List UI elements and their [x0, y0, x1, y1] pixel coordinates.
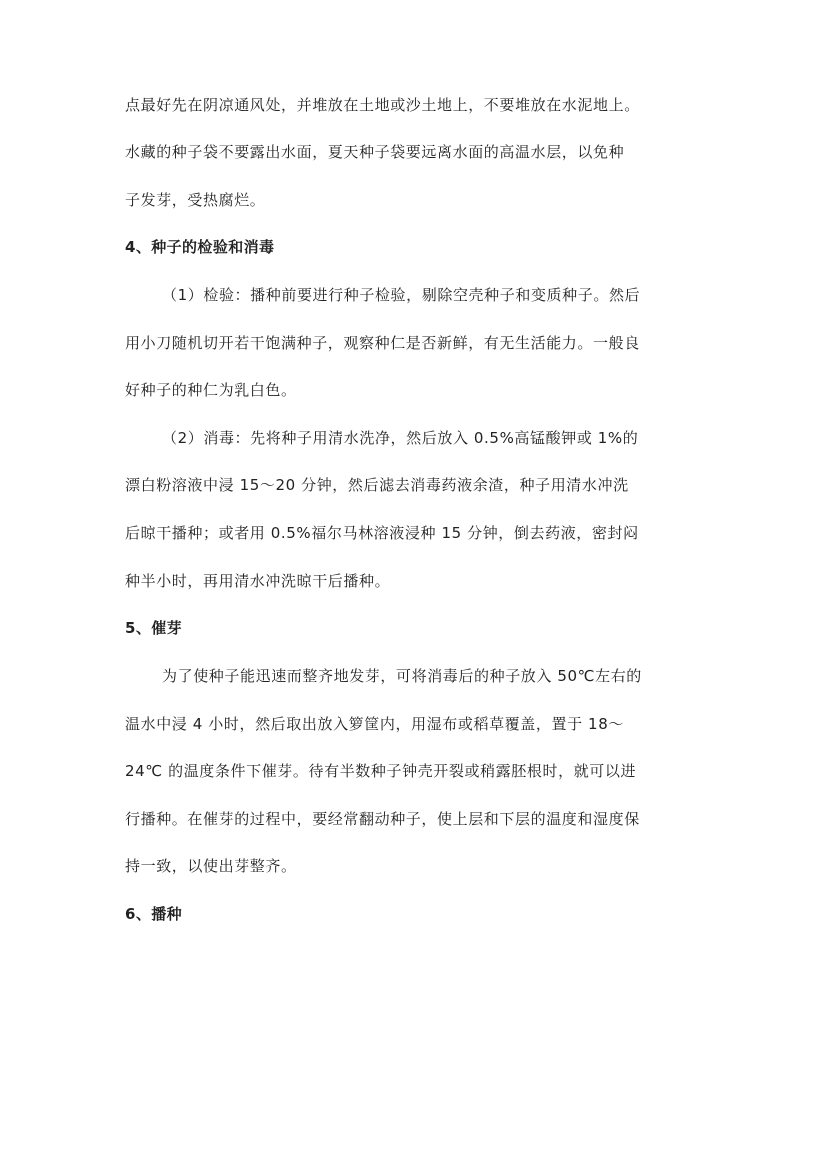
paragraph-line: 行播种。在催芽的过程中，要经常翻动种子，使上层和下层的温度和湿度保: [125, 810, 640, 828]
paragraph-line: 种半小时，再用清水冲洗晾干后播种。: [125, 572, 391, 590]
paragraph-line: 漂白粉溶液中浸 15～20 分钟，然后滤去消毒药液余渣，种子用清水冲洗: [125, 476, 629, 494]
section-heading-6: 6、播种: [125, 905, 183, 923]
paragraph-line: （2）消毒：先将种子用清水洗净，然后放入 0.5%高锰酸钾或 1%的: [162, 429, 639, 447]
paragraph-line: 温水中浸 4 小时，然后取出放入箩筐内，用湿布或稻草覆盖，置于 18～: [125, 715, 624, 733]
paragraph-line: 好种子的种仁为乳白色。: [125, 381, 297, 399]
paragraph-line: 24℃ 的温度条件下催芽。待有半数种子钟壳开裂或稍露胚根时，就可以进: [125, 762, 637, 780]
paragraph-line: 子发芽，受热腐烂。: [125, 191, 266, 209]
paragraph-line: 持一致，以使出芽整齐。: [125, 857, 297, 875]
section-heading-4: 4、种子的检验和消毒: [125, 238, 275, 256]
paragraph-line: 为了使种子能迅速而整齐地发芽，可将消毒后的种子放入 50℃左右的: [162, 667, 642, 685]
paragraph-line: 水藏的种子袋不要露出水面，夏天种子袋要远离水面的高温水层，以免种: [125, 143, 625, 161]
paragraph-line: （1）检验：播种前要进行种子检验，剔除空壳种子和变质种子。然后: [162, 286, 641, 304]
paragraph-line: 用小刀随机切开若干饱满种子，观察种仁是否新鲜，有无生活能力。一般良: [125, 334, 640, 352]
paragraph-line: 后晾干播种；或者用 0.5%福尔马林溶液浸种 15 分钟，倒去药液，密封闷: [125, 524, 639, 542]
section-heading-5: 5、催芽: [125, 619, 183, 637]
paragraph-line: 点最好先在阴凉通风处，并堆放在土地或沙土地上，不要堆放在水泥地上。: [125, 96, 640, 114]
